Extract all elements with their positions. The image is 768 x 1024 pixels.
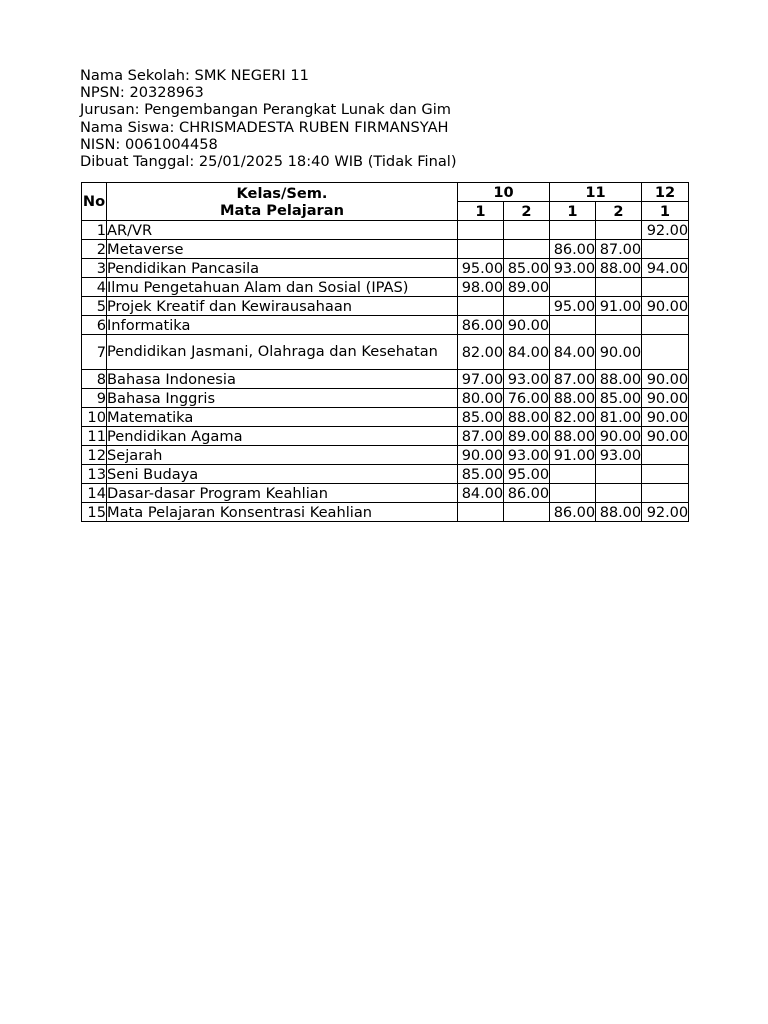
table-row [82,446,689,465]
grade-header-12: 12 [642,183,689,202]
semester-header: 2 [504,202,550,221]
grade-cell: 90.00 [596,427,642,446]
grade-cell: 88.00 [550,427,596,446]
grade-cell [550,465,596,484]
grade-cell: 93.00 [504,370,550,389]
grade-cell: 90.00 [642,370,689,389]
header-row-grade [82,183,689,202]
created-date: Dibuat Tanggal: 25/01/2025 18:40 WIB (Tidak Final) [80,153,457,171]
grade-cell: 88.00 [596,503,642,522]
school-name: Nama Sekolah: SMK NEGERI 11 [80,67,309,84]
table-row [82,484,689,503]
grade-cell: 90.00 [504,316,550,335]
semester-header: 1 [642,202,689,221]
grade-cell [596,484,642,503]
row-number: 6 [82,316,107,335]
subject-name: Metaverse [107,240,458,259]
grade-cell: 81.00 [596,408,642,427]
grade-cell: 85.00 [458,408,504,427]
row-number: 7 [82,335,107,370]
student-info-header [80,67,457,170]
grade-cell: 85.00 [458,465,504,484]
grade-cell [458,240,504,259]
subject-name: Matematika [107,408,458,427]
grade-cell: 85.00 [504,259,550,278]
grade-cell: 95.00 [550,297,596,316]
grade-header-10: 10 [458,183,550,202]
grade-cell: 88.00 [504,408,550,427]
row-number: 12 [82,446,107,465]
grade-cell [596,465,642,484]
grade-cell: 95.00 [504,465,550,484]
grade-cell: 89.00 [504,427,550,446]
subject-name: Bahasa Indonesia [107,370,458,389]
row-number: 9 [82,389,107,408]
grade-cell: 90.00 [596,335,642,370]
subject-name: Ilmu Pengetahuan Alam dan Sosial (IPAS) [107,278,458,297]
grade-cell: 91.00 [596,297,642,316]
student-name: Nama Siswa: CHRISMADESTA RUBEN FIRMANSYAH [80,118,449,136]
grade-cell [458,297,504,316]
grade-cell: 87.00 [458,427,504,446]
subject-name: Pendidikan Pancasila [107,259,458,278]
grade-cell: 92.00 [642,221,689,240]
table-row [82,465,689,484]
grade-cell: 91.00 [550,446,596,465]
grade-cell: 90.00 [642,427,689,446]
grade-cell [504,297,550,316]
grade-cell: 90.00 [642,389,689,408]
grade-cell [504,240,550,259]
grade-cell: 98.00 [458,278,504,297]
grades-table-body [82,221,689,522]
subject-name: Mata Pelajaran Konsentrasi Keahlian [107,503,458,522]
grade-cell [458,221,504,240]
grade-cell: 80.00 [458,389,504,408]
subject-name: Seni Budaya [107,465,458,484]
grade-cell: 88.00 [596,370,642,389]
grades-table [81,182,689,522]
no-column-header: No [82,183,107,221]
class-sem-label: Kelas/Sem. [236,184,328,202]
grade-cell [642,240,689,259]
subject-name: Sejarah [107,446,458,465]
row-number: 5 [82,297,107,316]
grade-cell: 87.00 [596,240,642,259]
row-number: 13 [82,465,107,484]
semester-header: 2 [596,202,642,221]
row-number: 8 [82,370,107,389]
grade-cell [550,316,596,335]
grade-cell [642,484,689,503]
grade-cell [504,221,550,240]
grade-cell [642,316,689,335]
row-number: 15 [82,503,107,522]
grade-header-11: 11 [550,183,642,202]
major: Jurusan: Pengembangan Perangkat Lunak dan Gim [80,101,451,119]
grade-cell [550,221,596,240]
semester-header: 1 [550,202,596,221]
grade-cell: 95.00 [458,259,504,278]
grade-cell: 86.00 [550,503,596,522]
grade-cell: 82.00 [550,408,596,427]
grade-cell: 86.00 [458,316,504,335]
table-row [82,408,689,427]
table-row [82,278,689,297]
subject-name: Dasar-dasar Program Keahlian [107,484,458,503]
grade-cell: 84.00 [504,335,550,370]
table-row [82,370,689,389]
subject-name: AR/VR [107,221,458,240]
row-number: 3 [82,259,107,278]
grade-cell: 84.00 [458,484,504,503]
grade-cell [550,278,596,297]
grade-cell [504,503,550,522]
table-row [82,427,689,446]
grade-cell [642,465,689,484]
table-row [82,335,689,370]
grade-cell: 85.00 [596,389,642,408]
table-row [82,503,689,522]
grade-cell [596,316,642,335]
grade-cell: 86.00 [504,484,550,503]
grade-cell: 88.00 [550,389,596,408]
row-number: 4 [82,278,107,297]
grade-cell: 76.00 [504,389,550,408]
grade-cell: 93.00 [504,446,550,465]
grade-cell [550,484,596,503]
grade-cell: 84.00 [550,335,596,370]
grade-cell: 93.00 [596,446,642,465]
table-row [82,221,689,240]
grade-cell [642,446,689,465]
npsn: NPSN: 20328963 [80,84,204,102]
grade-cell: 94.00 [642,259,689,278]
subject-column-header [107,183,458,221]
grade-cell: 92.00 [642,503,689,522]
subject-name: Pendidikan Jasmani, Olahraga dan Kesehatan [107,335,458,370]
grade-cell: 82.00 [458,335,504,370]
row-number: 14 [82,484,107,503]
row-number: 1 [82,221,107,240]
table-row [82,240,689,259]
row-number: 10 [82,408,107,427]
grade-cell [642,278,689,297]
table-row [82,259,689,278]
semester-header: 1 [458,202,504,221]
table-row [82,316,689,335]
grade-cell: 89.00 [504,278,550,297]
grade-cell: 88.00 [596,259,642,278]
subject-name: Projek Kreatif dan Kewirausahaan [107,297,458,316]
row-number: 11 [82,427,107,446]
subject-name: Pendidikan Agama [107,427,458,446]
row-number: 2 [82,240,107,259]
grade-cell [458,503,504,522]
grade-cell [596,221,642,240]
grade-cell: 86.00 [550,240,596,259]
table-row [82,389,689,408]
table-row [82,297,689,316]
grade-cell: 90.00 [458,446,504,465]
grade-cell [642,335,689,370]
nisn: NISN: 0061004458 [80,135,218,153]
subject-name: Bahasa Inggris [107,389,458,408]
subject-name: Informatika [107,316,458,335]
subject-label: Mata Pelajaran [219,201,344,219]
grade-cell: 97.00 [458,370,504,389]
grades-table-head [82,183,689,221]
grade-cell: 87.00 [550,370,596,389]
grade-cell [596,278,642,297]
grade-cell: 90.00 [642,408,689,427]
grade-cell: 93.00 [550,259,596,278]
grade-cell: 90.00 [642,297,689,316]
